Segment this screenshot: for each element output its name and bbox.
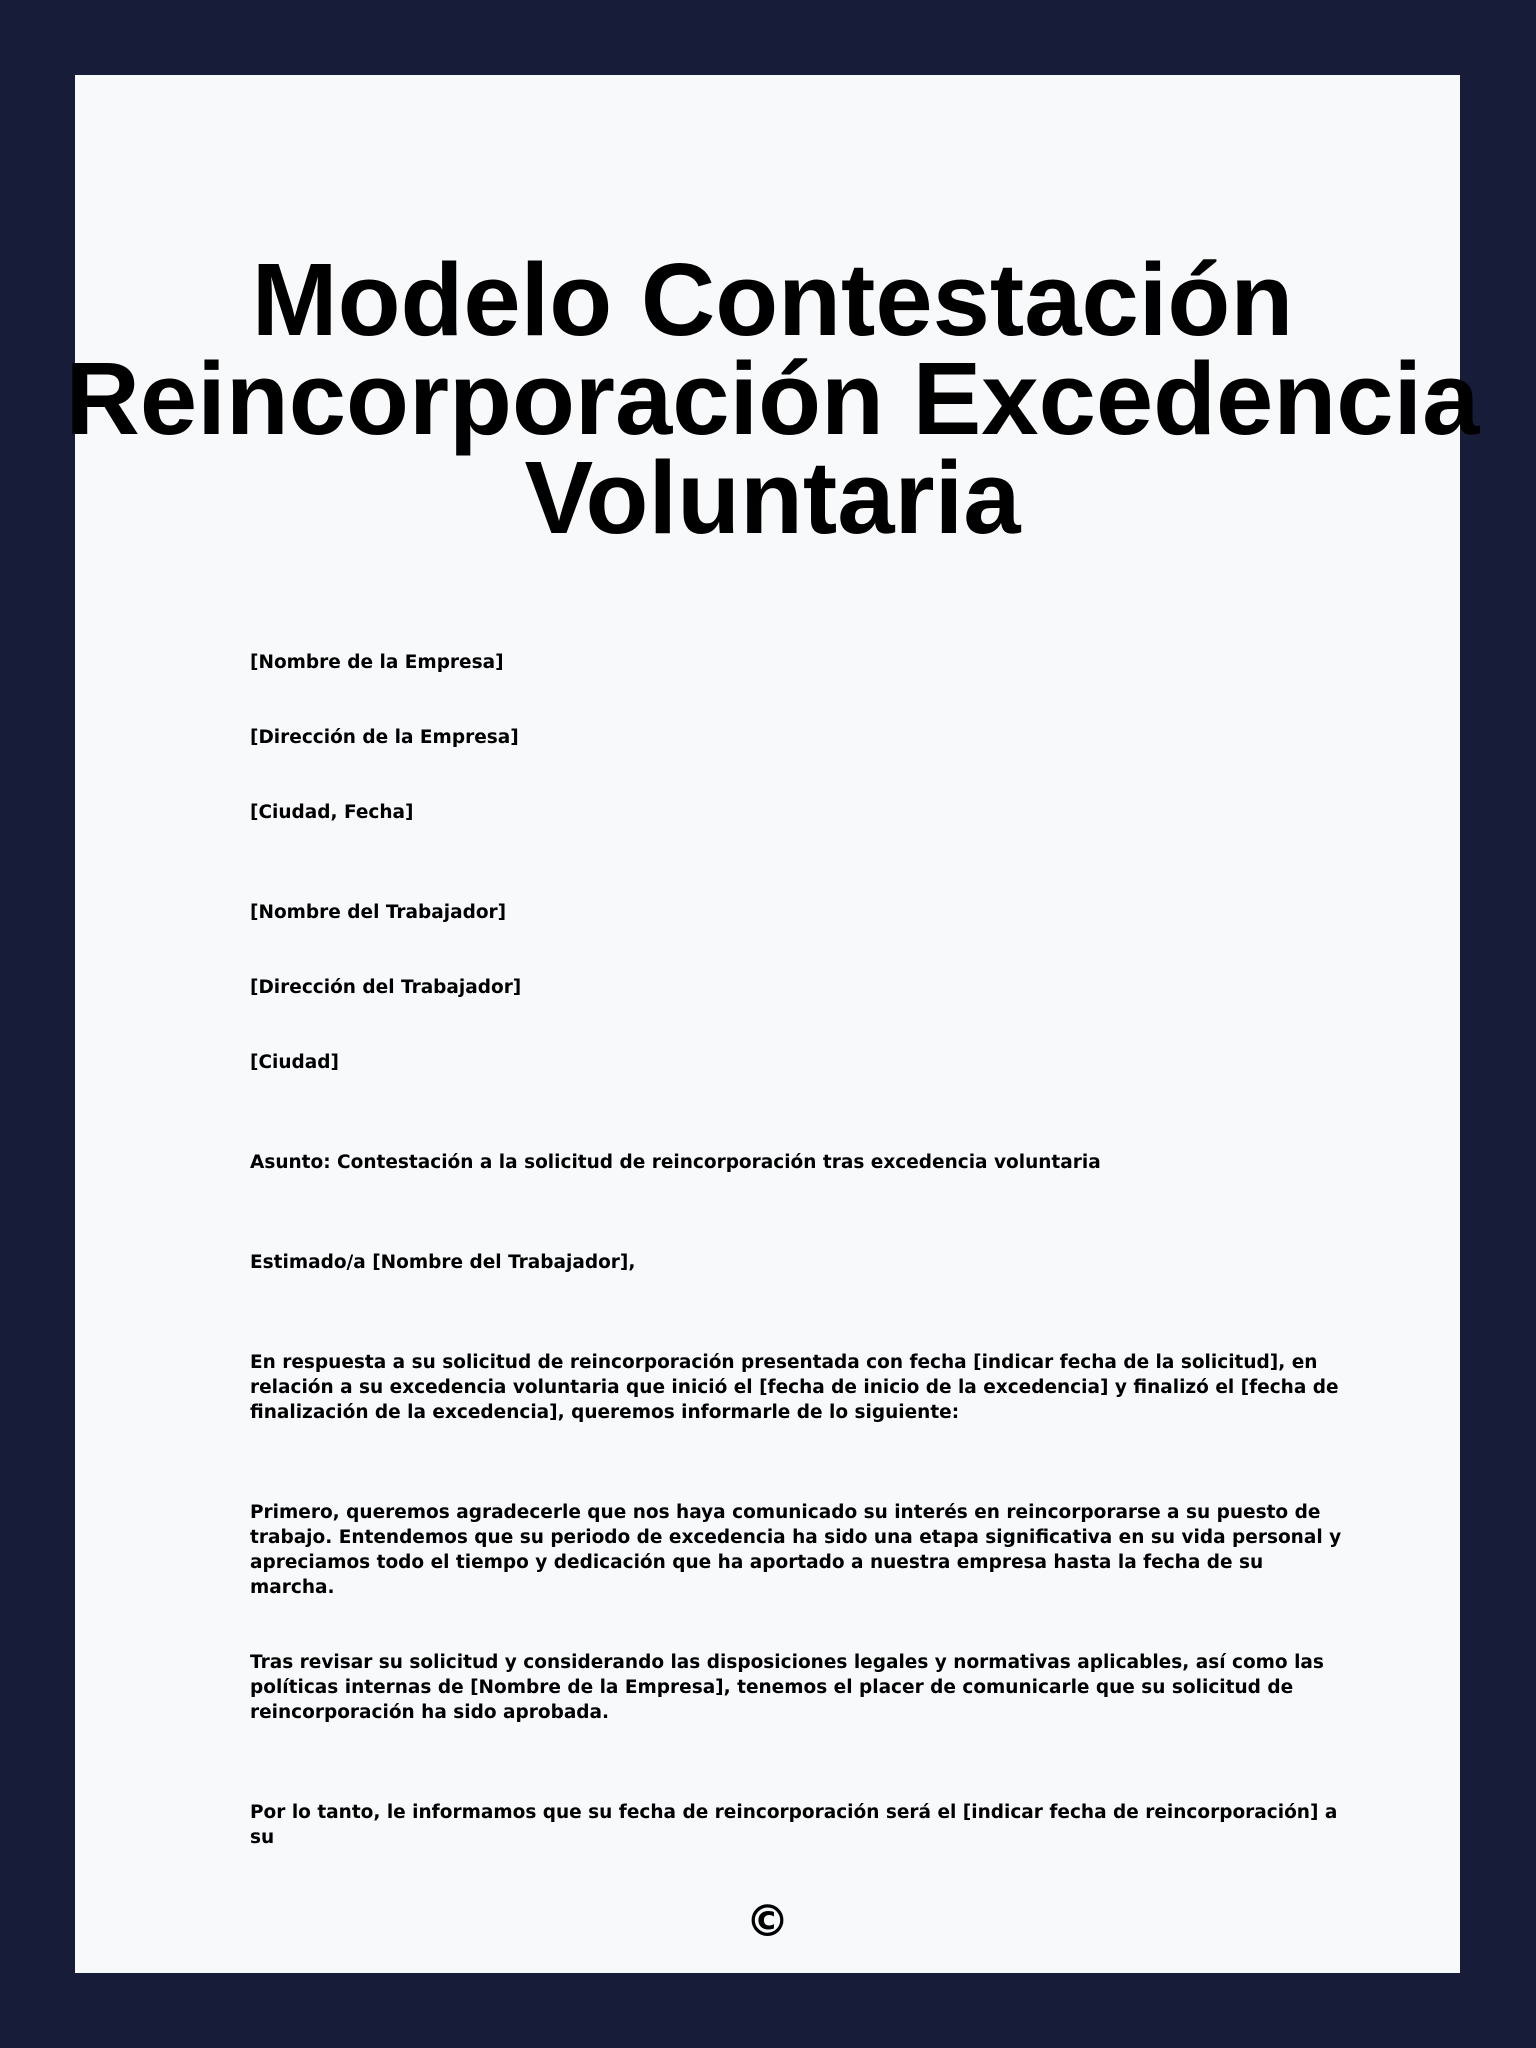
paragraph: [250, 1350, 1350, 1425]
worker-address-text: [Dirección del Trabajador]: [250, 977, 522, 998]
greeting: [250, 1250, 1350, 1275]
subject-text: Asunto: Contestación a la solicitud de reincorporación tras excedencia voluntaria: [250, 1152, 1101, 1173]
document-page: [65, 75, 1480, 1973]
city-date-text: [Ciudad, Fecha]: [250, 802, 414, 823]
document-title: Modelo Contestación Reincorporación Excedencia Voluntaria: [65, 242, 1480, 555]
worker-city-text: [Ciudad]: [250, 1052, 339, 1073]
worker-city: [250, 1050, 1350, 1075]
paragraph-text: Por lo tanto, le informamos que su fecha de reincorporación será el [indicar fecha de reincorporación] a su: [250, 1802, 1338, 1848]
subject-line: [250, 1150, 1350, 1175]
company-address-text: [Dirección de la Empresa]: [250, 727, 519, 748]
copyright-icon: ©: [745, 1896, 790, 1947]
paragraph: [250, 1800, 1350, 1850]
paragraph-text: Tras revisar su solicitud y considerando las disposiciones legales y normativas aplicables, así como las políticas internas de [Nombre de la Empresa], tenemos el placer de comunicarle que su solicitud de reincorporación ha sido aprobada.: [250, 1652, 1324, 1723]
worker-address: [250, 975, 1350, 1000]
company-name: [250, 650, 1350, 675]
worker-name: [250, 900, 1350, 925]
worker-name-text: [Nombre del Trabajador]: [250, 902, 507, 923]
paragraph-text: En respuesta a su solicitud de reincorporación presentada con fecha [indicar fecha de la solicitud], en relación a su excedencia voluntaria que inició el [fecha de inicio de la excedencia] y finalizó el [fecha de finalización de la excedencia], queremos informarle de lo siguiente:: [250, 1352, 1339, 1423]
company-address: [250, 725, 1350, 750]
greeting-text: Estimado/a [Nombre del Trabajador],: [250, 1252, 636, 1273]
city-date: [250, 800, 1350, 825]
company-name-text: [Nombre de la Empresa]: [250, 652, 504, 673]
paragraph-text: Primero, queremos agradecerle que nos haya comunicado su interés en reincorporarse a su puesto de trabajo. Entendemos que su periodo de excedencia ha sido una etapa significativa en su vida personal y apreciamos todo el tiempo y dedicación que ha aportado a nuestra empresa hasta la fecha de su marcha.: [250, 1502, 1342, 1598]
paragraph: [250, 1500, 1350, 1600]
paragraph: [250, 1650, 1350, 1725]
